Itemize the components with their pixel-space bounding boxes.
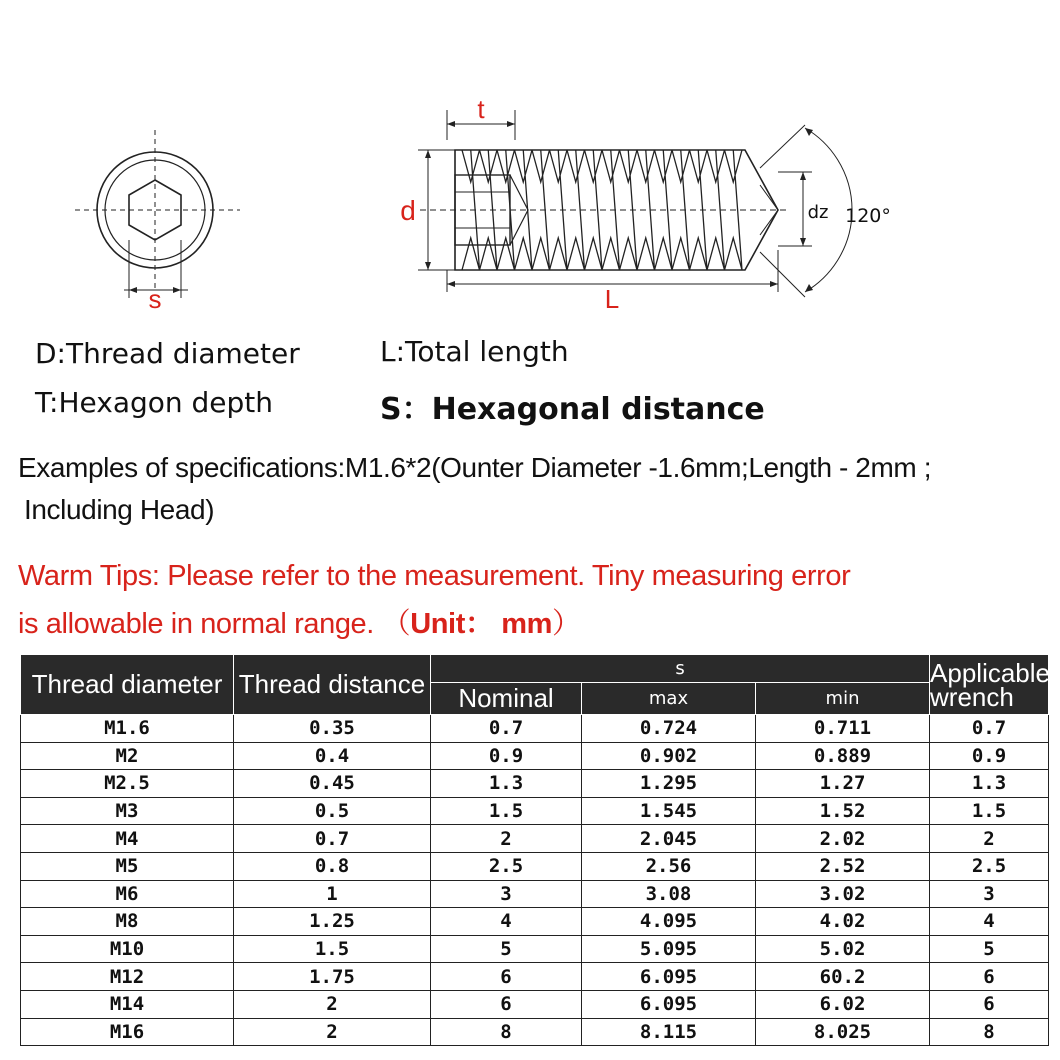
cell-nominal: 3 bbox=[431, 880, 582, 908]
cell-nominal: 1.3 bbox=[431, 770, 582, 798]
label-s: s bbox=[148, 284, 162, 314]
cell-thread-diameter: M4 bbox=[21, 825, 234, 853]
cell-min: 3.02 bbox=[756, 880, 930, 908]
screw-diagram bbox=[0, 0, 1060, 330]
cell-nominal: 2 bbox=[431, 825, 582, 853]
cell-wrench: 0.9 bbox=[930, 742, 1049, 770]
table-row bbox=[21, 852, 1049, 880]
end-view-drawing bbox=[75, 130, 240, 298]
table-row bbox=[21, 825, 1049, 853]
cell-min: 1.52 bbox=[756, 797, 930, 825]
cell-nominal: 5 bbox=[431, 935, 582, 963]
cell-thread-diameter: M16 bbox=[21, 1018, 234, 1046]
cell-min: 60.2 bbox=[756, 963, 930, 991]
cell-thread-diameter: M6 bbox=[21, 880, 234, 908]
cell-thread-diameter: M10 bbox=[21, 935, 234, 963]
cell-min: 1.27 bbox=[756, 770, 930, 798]
label-angle: 120° bbox=[845, 205, 891, 227]
cell-thread-distance: 1 bbox=[234, 880, 431, 908]
cell-thread-distance: 1.5 bbox=[234, 935, 431, 963]
cell-thread-diameter: M3 bbox=[21, 797, 234, 825]
cell-min: 5.02 bbox=[756, 935, 930, 963]
cell-thread-diameter: M2.5 bbox=[21, 770, 234, 798]
header-max: max bbox=[582, 683, 756, 715]
legend-thread-diameter: D:Thread diameter bbox=[35, 337, 300, 370]
legend-total-length: L:Total length bbox=[380, 335, 569, 368]
table-row bbox=[21, 797, 1049, 825]
cell-max: 5.095 bbox=[582, 935, 756, 963]
cell-wrench: 6 bbox=[930, 963, 1049, 991]
header-wrench-line-2: wrench bbox=[930, 681, 1014, 712]
cell-max: 8.115 bbox=[582, 1018, 756, 1046]
table-row bbox=[21, 715, 1049, 743]
table-row bbox=[21, 1018, 1049, 1046]
table-row bbox=[21, 770, 1049, 798]
cell-min: 0.711 bbox=[756, 715, 930, 743]
table-row bbox=[21, 908, 1049, 936]
table-row bbox=[21, 990, 1049, 1018]
cell-max: 0.902 bbox=[582, 742, 756, 770]
warm-tips-close: ） bbox=[552, 608, 581, 640]
cell-thread-distance: 1.75 bbox=[234, 963, 431, 991]
header-wrench-line-1: Applicable bbox=[930, 657, 1051, 688]
cell-wrench: 6 bbox=[930, 990, 1049, 1018]
cell-wrench: 2 bbox=[930, 825, 1049, 853]
cell-wrench: 2.5 bbox=[930, 852, 1049, 880]
cell-max: 3.08 bbox=[582, 880, 756, 908]
table-row bbox=[21, 963, 1049, 991]
cell-thread-diameter: M2 bbox=[21, 742, 234, 770]
unit-label: Unit： mm bbox=[410, 608, 552, 640]
cell-nominal: 0.7 bbox=[431, 715, 582, 743]
cell-max: 4.095 bbox=[582, 908, 756, 936]
label-dz: dz bbox=[807, 202, 829, 223]
header-nominal: Nominal bbox=[431, 683, 582, 715]
cell-max: 6.095 bbox=[582, 990, 756, 1018]
warm-tips-text: is allowable in normal range. （ bbox=[18, 608, 411, 640]
cell-thread-diameter: M5 bbox=[21, 852, 234, 880]
cell-wrench: 0.7 bbox=[930, 715, 1049, 743]
cell-max: 0.724 bbox=[582, 715, 756, 743]
cell-nominal: 8 bbox=[431, 1018, 582, 1046]
cell-nominal: 6 bbox=[431, 990, 582, 1018]
label-t: t bbox=[477, 94, 485, 124]
cell-thread-distance: 0.7 bbox=[234, 825, 431, 853]
label-d: d bbox=[400, 195, 416, 226]
cell-thread-distance: 0.8 bbox=[234, 852, 431, 880]
header-min: min bbox=[756, 683, 930, 715]
cell-nominal: 4 bbox=[431, 908, 582, 936]
cell-min: 6.02 bbox=[756, 990, 930, 1018]
cell-wrench: 5 bbox=[930, 935, 1049, 963]
cell-wrench: 8 bbox=[930, 1018, 1049, 1046]
cell-max: 6.095 bbox=[582, 963, 756, 991]
warm-tips-line-1: Warm Tips: Please refer to the measurement. Tiny measuring error bbox=[18, 560, 851, 592]
cell-wrench: 4 bbox=[930, 908, 1049, 936]
cell-wrench: 1.3 bbox=[930, 770, 1049, 798]
cell-thread-distance: 0.5 bbox=[234, 797, 431, 825]
cell-thread-diameter: M12 bbox=[21, 963, 234, 991]
header-s-group: s bbox=[431, 655, 930, 683]
cell-nominal: 1.5 bbox=[431, 797, 582, 825]
header-applicable-wrench bbox=[930, 655, 1049, 715]
warm-tips-line-2 bbox=[18, 601, 581, 642]
cell-thread-distance: 2 bbox=[234, 990, 431, 1018]
cell-wrench: 1.5 bbox=[930, 797, 1049, 825]
table-row bbox=[21, 742, 1049, 770]
cell-min: 0.889 bbox=[756, 742, 930, 770]
cell-thread-diameter: M14 bbox=[21, 990, 234, 1018]
cell-nominal: 2.5 bbox=[431, 852, 582, 880]
table-row bbox=[21, 935, 1049, 963]
cell-thread-distance: 1.25 bbox=[234, 908, 431, 936]
cell-thread-diameter: M8 bbox=[21, 908, 234, 936]
cell-max: 1.295 bbox=[582, 770, 756, 798]
spec-table-body bbox=[21, 715, 1049, 1046]
cell-max: 1.545 bbox=[582, 797, 756, 825]
cell-thread-distance: 2 bbox=[234, 1018, 431, 1046]
cell-min: 8.025 bbox=[756, 1018, 930, 1046]
cell-min: 2.52 bbox=[756, 852, 930, 880]
dim-dz bbox=[760, 125, 852, 297]
cell-min: 2.02 bbox=[756, 825, 930, 853]
cell-max: 2.045 bbox=[582, 825, 756, 853]
cell-wrench: 3 bbox=[930, 880, 1049, 908]
cell-thread-distance: 0.45 bbox=[234, 770, 431, 798]
header-thread-diameter: Thread diameter bbox=[21, 655, 234, 715]
legend-hexagonal-distance: S：Hexagonal distance bbox=[380, 392, 765, 427]
example-line-1: Examples of specifications:M1.6*2(Ounter Diameter -1.6mm;Length - 2mm ; bbox=[18, 452, 932, 483]
cell-thread-distance: 0.4 bbox=[234, 742, 431, 770]
label-L: L bbox=[604, 284, 620, 314]
table-row bbox=[21, 880, 1049, 908]
cell-min: 4.02 bbox=[756, 908, 930, 936]
legend-hexagon-depth: T:Hexagon depth bbox=[35, 386, 274, 419]
example-line-2: Including Head) bbox=[24, 494, 215, 525]
cell-max: 2.56 bbox=[582, 852, 756, 880]
cell-nominal: 6 bbox=[431, 963, 582, 991]
cell-thread-diameter: M1.6 bbox=[21, 715, 234, 743]
spec-table bbox=[20, 654, 1049, 1046]
cell-nominal: 0.9 bbox=[431, 742, 582, 770]
header-thread-distance: Thread distance bbox=[234, 655, 431, 715]
cell-thread-distance: 0.35 bbox=[234, 715, 431, 743]
